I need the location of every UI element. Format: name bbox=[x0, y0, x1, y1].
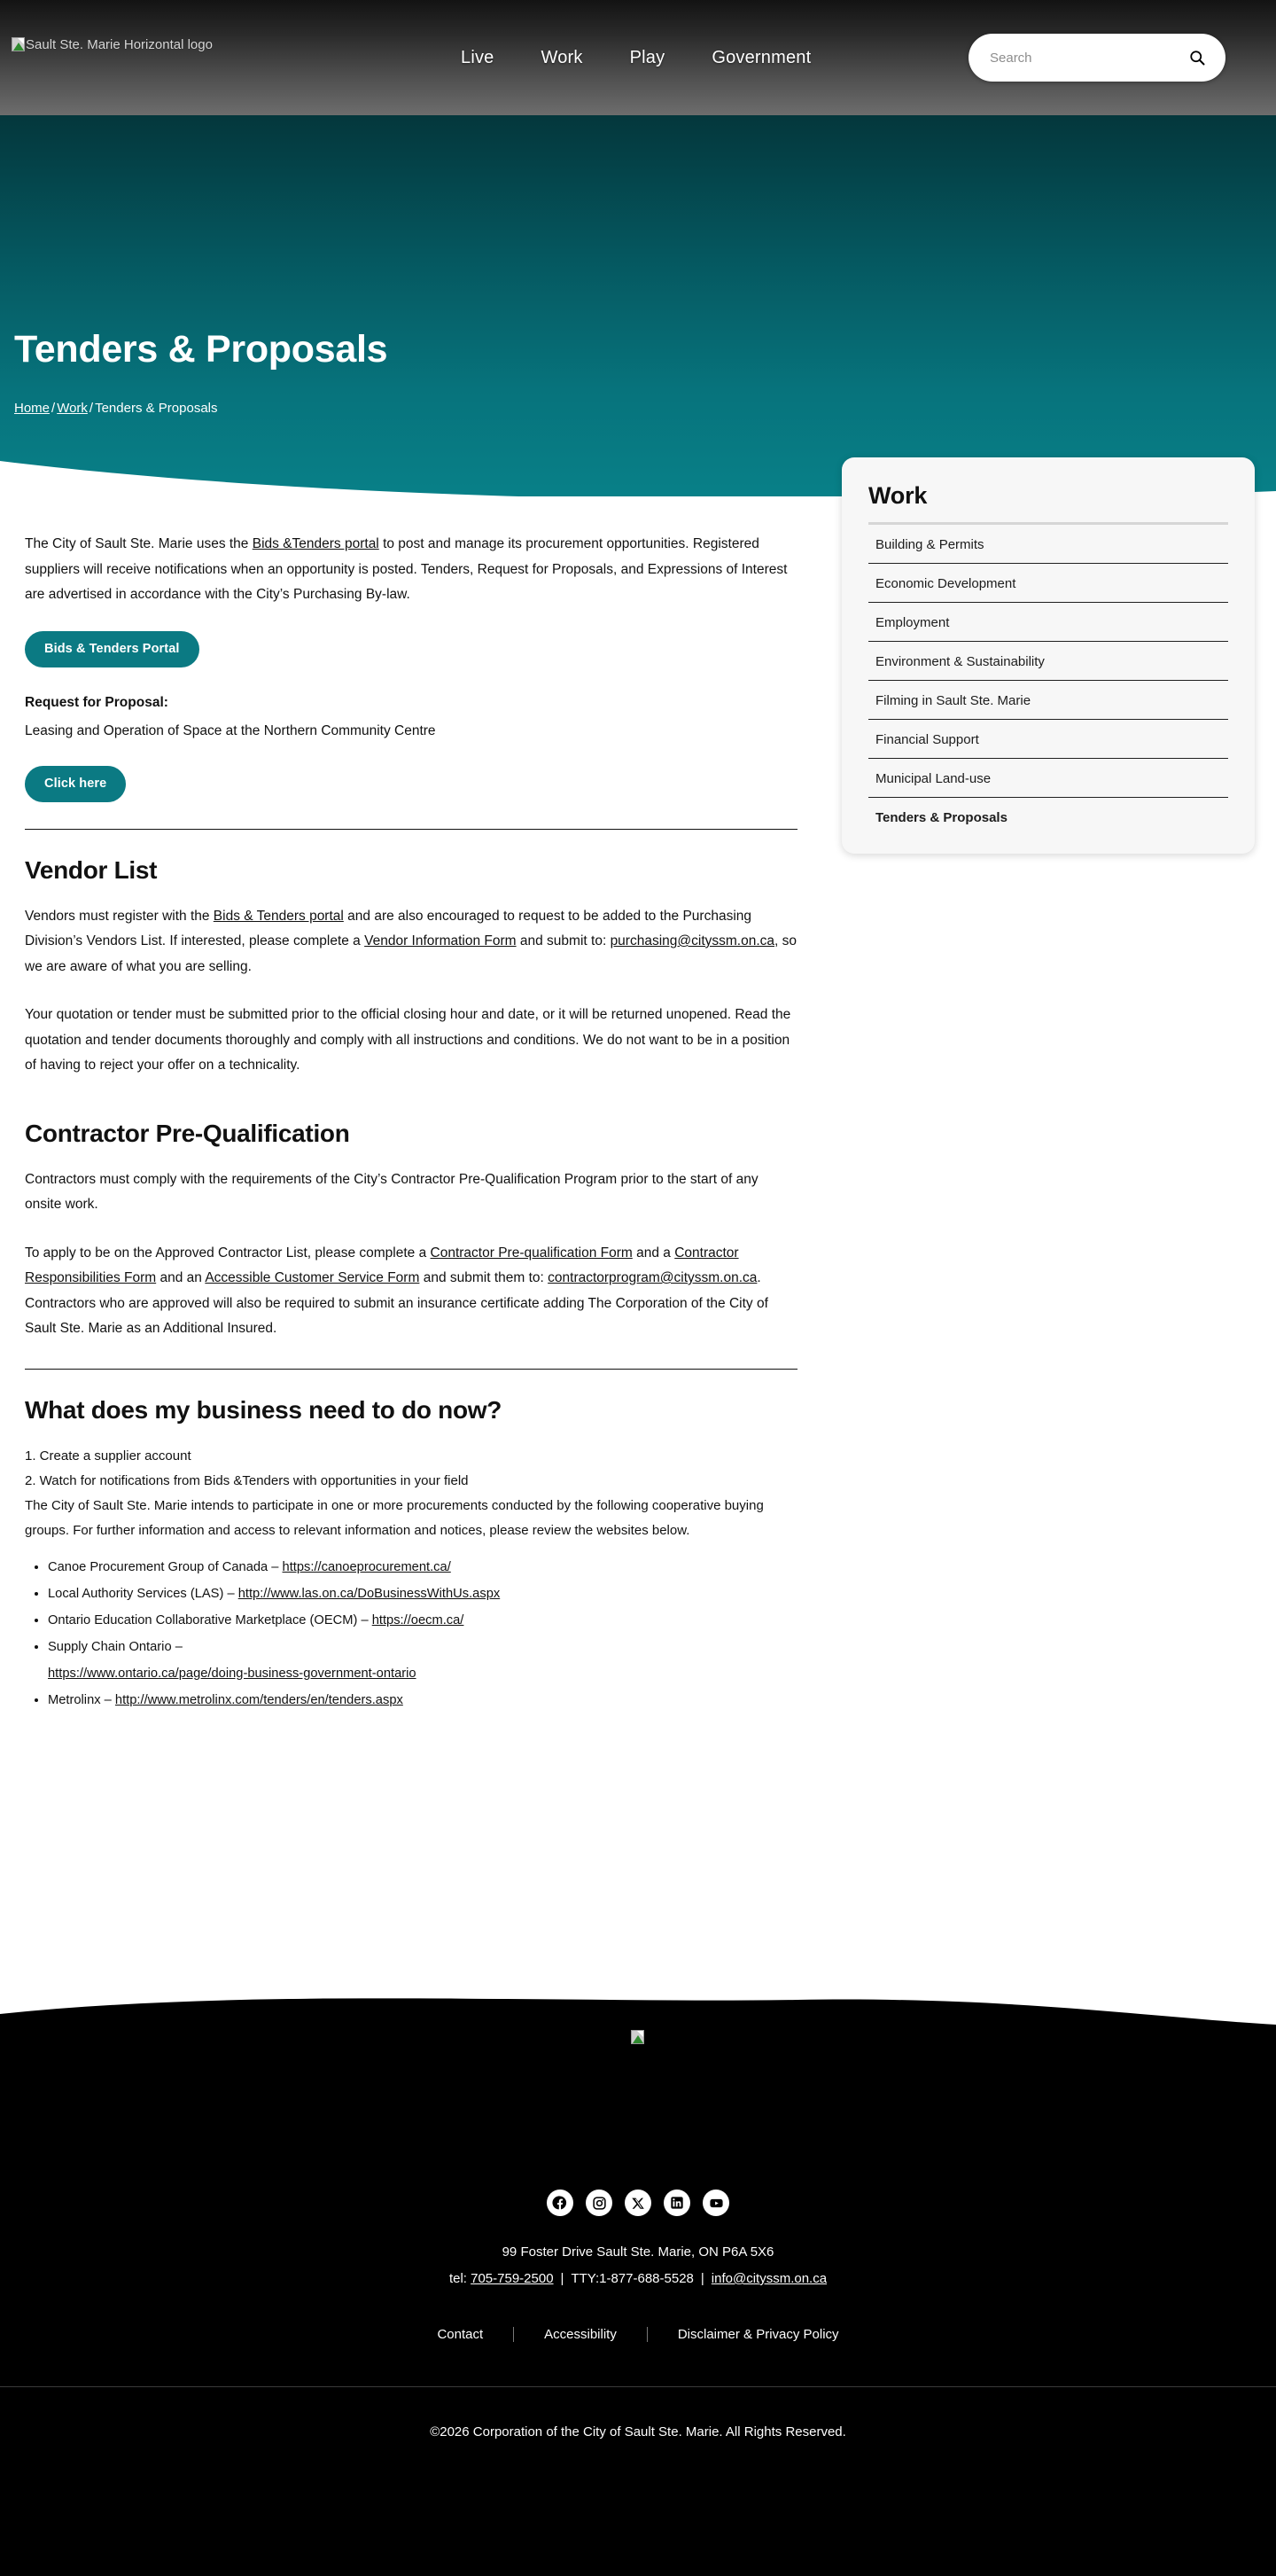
contractor-paragraph-1: Contractors must comply with the requirements of the City’s Contractor Pre-Qualification Program prior to the start of any onsite work. bbox=[25, 1171, 759, 1212]
breadcrumb-home[interactable]: Home bbox=[14, 401, 51, 416]
sidebar-item-employment[interactable]: Employment bbox=[868, 603, 1228, 642]
footer-email-link[interactable]: info@cityssm.on.ca bbox=[711, 2271, 828, 2286]
contractor-text-c: and an bbox=[156, 1270, 206, 1285]
sidebar-title: Work bbox=[868, 482, 928, 509]
vendor-text-a: Vendors must register with the bbox=[25, 908, 214, 924]
content-divider-2 bbox=[25, 1369, 798, 1370]
vendor-text-b: and are also encouraged to request to be added to the Purchasing Division’s Vendors List. If interested, please complete a bbox=[25, 908, 752, 948]
breadcrumb-work[interactable]: Work bbox=[57, 401, 88, 416]
business-step-1: 1. Create a supplier account bbox=[25, 1448, 191, 1464]
breadcrumb-separator-1: / bbox=[51, 401, 56, 416]
vendor-information-form-link[interactable]: Vendor Information Form bbox=[364, 933, 517, 948]
search-box[interactable] bbox=[969, 34, 1225, 82]
link-url-metrolinx[interactable]: http://www.metrolinx.com/tenders/en/tenders.aspx bbox=[114, 1692, 403, 1707]
main-content bbox=[25, 532, 798, 1713]
intro-text-b: to post and manage its procurement opportunities. Registered suppliers will receive notifications when an opportunity is posted. Tenders, Request for Proposals, and Expressions of Interest are advertised in accordance with the City’s Purchasing By-law. bbox=[25, 536, 788, 602]
sidebar-item-filming[interactable]: Filming in Sault Ste. Marie bbox=[868, 681, 1228, 720]
contact-pipe-2: | bbox=[700, 2271, 704, 2286]
logo-alt-text: Sault Ste. Marie Horizontal logo bbox=[26, 37, 213, 52]
sidebar-item-financial-support[interactable]: Financial Support bbox=[868, 720, 1228, 759]
contractor-text-e: . Contractors who are approved will also be required to submit an insurance certificate adding The Corporation of the City of Sault Ste. Marie as an Additional Insured. bbox=[25, 1270, 768, 1336]
link-url-las[interactable]: http://www.las.on.ca/DoBusinessWithUs.aspx bbox=[237, 1586, 501, 1601]
link-label-oecm: Ontario Education Collaborative Marketplace (OECM) – bbox=[48, 1612, 372, 1628]
x-twitter-icon[interactable] bbox=[625, 2190, 651, 2216]
list-item bbox=[48, 1581, 798, 1607]
bids-tenders-portal-link[interactable]: Bids &Tenders portal bbox=[252, 536, 379, 551]
link-url-oecm[interactable]: https://oecm.ca/ bbox=[371, 1612, 464, 1628]
accessible-customer-service-form-link[interactable]: Accessible Customer Service Form bbox=[205, 1270, 420, 1285]
tel-label: tel: bbox=[448, 2271, 471, 2286]
list-item bbox=[48, 1687, 798, 1713]
contractor-text-a: To apply to be on the Approved Contractor List, please complete a bbox=[25, 1245, 431, 1261]
social-links-row bbox=[0, 2190, 1276, 2216]
search-icon[interactable] bbox=[1188, 49, 1206, 66]
youtube-glyph bbox=[709, 2196, 724, 2211]
footer-horizontal-rule bbox=[0, 2386, 1276, 2387]
business-needs-heading: What does my business need to do now? bbox=[25, 1395, 502, 1424]
footer-links-row bbox=[0, 2327, 1276, 2342]
nav-item-play[interactable]: Play bbox=[629, 47, 665, 67]
broken-image-icon bbox=[631, 2030, 644, 2044]
breadcrumb-current: Tenders & Proposals bbox=[95, 401, 218, 416]
vendor-paragraph-1 bbox=[25, 904, 798, 980]
breadcrumb bbox=[14, 401, 218, 416]
cooperative-buying-links-list bbox=[48, 1554, 798, 1713]
footer-link-accessibility[interactable]: Accessibility bbox=[544, 2327, 617, 2342]
vendor-bids-tenders-link[interactable]: Bids & Tenders portal bbox=[213, 908, 344, 924]
purchasing-email-link[interactable]: purchasing@cityssm.on.ca bbox=[610, 933, 775, 948]
tty-number: TTY:1-877-688-5528 bbox=[571, 2271, 694, 2286]
footer-link-divider-1 bbox=[513, 2327, 514, 2342]
linkedin-glyph bbox=[670, 2196, 684, 2210]
rfp-label: Request for Proposal: bbox=[25, 694, 168, 710]
footer-address: 99 Foster Drive Sault Ste. Marie, ON P6A 5X6 bbox=[502, 2244, 774, 2260]
link-url-canoe[interactable]: https://canoeprocurement.ca/ bbox=[282, 1559, 451, 1574]
telephone-link[interactable]: 705-759-2500 bbox=[471, 2271, 554, 2286]
footer-link-contact[interactable]: Contact bbox=[437, 2327, 484, 2342]
contractor-text-d: and submit them to: bbox=[419, 1270, 549, 1285]
site-header bbox=[0, 0, 1276, 115]
link-label-metrolinx: Metrolinx – bbox=[48, 1692, 115, 1707]
vendor-text-d: , so we are aware of what you are selling. bbox=[25, 933, 797, 974]
intro-text-a: The City of Sault Ste. Marie uses the bbox=[25, 536, 253, 551]
contact-pipe-1: | bbox=[560, 2271, 564, 2286]
sidebar-item-economic-development[interactable]: Economic Development bbox=[868, 564, 1228, 603]
x-glyph bbox=[632, 2197, 645, 2210]
contractor-prequalification-form-link[interactable]: Contractor Pre-qualification Form bbox=[430, 1245, 633, 1261]
search-input[interactable] bbox=[990, 51, 1188, 66]
sidebar-item-environment-sustainability[interactable]: Environment & Sustainability bbox=[868, 642, 1228, 681]
footer-link-divider-2 bbox=[647, 2327, 648, 2342]
footer-logo[interactable] bbox=[631, 2030, 645, 2046]
footer-link-disclaimer-privacy[interactable]: Disclaimer & Privacy Policy bbox=[677, 2327, 839, 2342]
business-paragraph: The City of Sault Ste. Marie intends to participate in one or more procurements conducted by the following cooperative buying groups. For further information and access to relevant information and notices, please review the websites below. bbox=[25, 1497, 764, 1538]
contractor-prequalification-heading: Contractor Pre-Qualification bbox=[25, 1119, 350, 1147]
vendor-text-c: and submit to: bbox=[516, 933, 611, 948]
link-label-las: Local Authority Services (LAS) – bbox=[48, 1586, 238, 1601]
linkedin-icon[interactable] bbox=[664, 2190, 690, 2216]
vendor-list-heading: Vendor List bbox=[25, 855, 158, 884]
link-label-canoe: Canoe Procurement Group of Canada – bbox=[48, 1559, 283, 1574]
footer-address-block bbox=[0, 2240, 1276, 2291]
page-title: Tenders & Proposals bbox=[14, 328, 388, 371]
contractor-responsibilities-form-link[interactable]: Contractor Responsibilities Form bbox=[25, 1245, 739, 1285]
site-logo[interactable] bbox=[12, 34, 215, 57]
sidebar-list bbox=[868, 525, 1228, 831]
sidebar-item-municipal-land-use[interactable]: Municipal Land-use bbox=[868, 759, 1228, 798]
rfp-text: Leasing and Operation of Space at the Northern Community Centre bbox=[25, 723, 436, 738]
nav-item-live[interactable]: Live bbox=[461, 47, 494, 67]
copyright-text: ©2026 Corporation of the City of Sault Ste. Marie. All Rights Reserved. bbox=[430, 2424, 846, 2439]
vendor-paragraph-2: Your quotation or tender must be submitted prior to the official closing hour and date, or it will be returned unopened. Read the quotation and tender documents thoroughly and comply with all instructions and conditions. We do not want to be in a position of having to reject your offer on a technicality. bbox=[25, 1007, 791, 1073]
intro-paragraph bbox=[25, 532, 798, 608]
broken-image-icon bbox=[12, 37, 25, 51]
list-item bbox=[48, 1634, 798, 1687]
contractor-text-b: and a bbox=[632, 1245, 675, 1261]
nav-item-work[interactable]: Work bbox=[541, 47, 583, 67]
section-navigation-card bbox=[842, 457, 1255, 854]
click-here-button[interactable]: Click here bbox=[25, 766, 126, 802]
sidebar-item-building-permits[interactable]: Building & Permits bbox=[868, 525, 1228, 564]
instagram-icon[interactable] bbox=[586, 2190, 612, 2216]
footer-contact-line bbox=[0, 2267, 1276, 2291]
instagram-glyph bbox=[592, 2196, 607, 2211]
breadcrumb-separator-2: / bbox=[89, 401, 94, 416]
facebook-glyph bbox=[552, 2195, 568, 2211]
main-navigation bbox=[461, 0, 811, 115]
list-item bbox=[48, 1607, 798, 1634]
bids-tenders-portal-button[interactable]: Bids & Tenders Portal bbox=[25, 631, 199, 667]
hero-banner bbox=[0, 115, 1276, 496]
content-divider-1 bbox=[25, 829, 798, 830]
nav-item-government[interactable]: Government bbox=[712, 47, 812, 67]
business-step-2: 2. Watch for notifications from Bids &Tenders with opportunities in your field bbox=[25, 1472, 469, 1488]
link-label-supply-chain-ontario: Supply Chain Ontario – bbox=[48, 1639, 183, 1654]
list-item bbox=[48, 1554, 798, 1581]
link-url-supply-chain-ontario[interactable]: https://www.ontario.ca/page/doing-business-government-ontario bbox=[48, 1666, 416, 1681]
contractorprogram-email-link[interactable]: contractorprogram@cityssm.on.ca bbox=[548, 1270, 758, 1285]
business-steps-list bbox=[25, 1444, 798, 1494]
youtube-icon[interactable] bbox=[703, 2190, 729, 2216]
sidebar-item-tenders-proposals[interactable]: Tenders & Proposals bbox=[875, 810, 1008, 825]
contractor-paragraph-2 bbox=[25, 1241, 798, 1342]
facebook-icon[interactable] bbox=[547, 2190, 573, 2216]
